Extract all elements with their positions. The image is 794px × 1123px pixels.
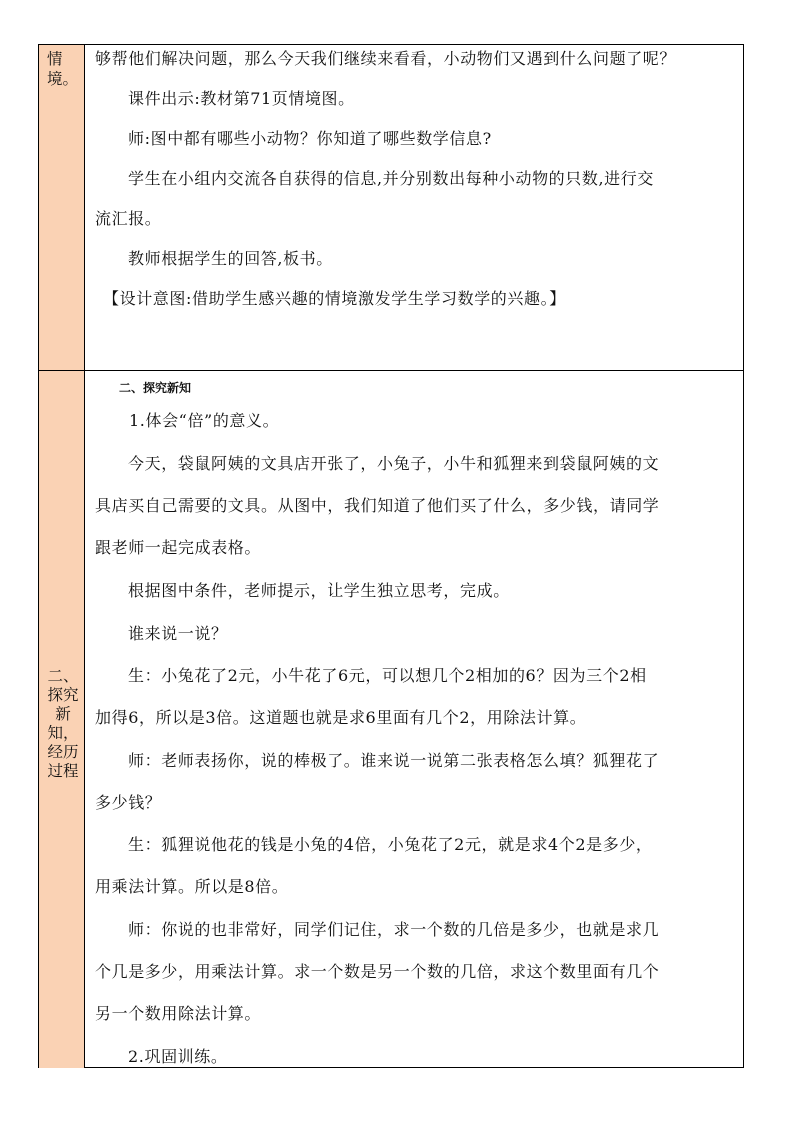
paragraph-line: 今天，袋鼠阿姨的文具店开张了，小兔子，小牛和狐狸来到袋鼠阿姨的文: [128, 454, 660, 473]
paragraph-line: 师:图中都有哪些小动物？你知道了哪些数学信息?: [128, 129, 492, 148]
paragraph-line: 生：狐狸说他花的钱是小兔的4倍，小兔花了2元，就是求4个2是多少，: [128, 835, 653, 854]
paragraph-line: 多少钱？: [95, 793, 162, 812]
paragraph-line: 师：你说的也非常好，同学们记住，求一个数的几倍是多少，也就是求几: [128, 920, 660, 939]
paragraph-line: 师：老师表扬你，说的棒极了。谁来说一说第二张表格怎么填？狐狸花了: [128, 751, 660, 770]
paragraph-line: 个几是多少，用乘法计算。求一个数是另一个数的几倍，求这个数里面有几个: [95, 962, 660, 981]
paragraph-line: 具店买自己需要的文具。从图中，我们知道了他们买了什么，多少钱，请同学: [95, 496, 660, 515]
paragraph-line: 2.巩固训练。: [128, 1047, 228, 1066]
design-intent-line: 【设计意图:借助学生感兴趣的情境激发学生学习数学的兴趣。】: [103, 289, 566, 308]
table-row-situation: [39, 45, 743, 371]
paragraph-line: 谁来说一说？: [128, 624, 228, 643]
paragraph-line: 加得6，所以是3倍。这道题也就是求6里面有几个2，用除法计算。: [95, 708, 587, 727]
paragraph-line: 课件出示:教材第71页情境图。: [128, 89, 355, 108]
stage-label-cell: [39, 45, 85, 370]
lesson-plan-table: [38, 44, 744, 1068]
paragraph-line: 教师根据学生的回答,板书。: [128, 249, 333, 268]
paragraph-line: 另一个数用除法计算。: [95, 1004, 262, 1023]
stage-label: 二、探究新知，经历过程: [47, 667, 79, 780]
stage-label-cell: [39, 371, 85, 1068]
paragraph-line: 根据图中条件，老师提示，让学生独立思考，完成。: [128, 581, 510, 600]
paragraph-line: 1.体会“倍”的意义。: [129, 411, 280, 430]
paragraph-line: 够帮他们解决问题，那么今天我们继续来看看，小动物们又遇到什么问题了呢？: [95, 49, 677, 68]
stage-label: 情境。: [47, 50, 79, 88]
table-row-explore: [39, 371, 743, 1068]
paragraph-line: 用乘法计算。所以是8倍。: [95, 877, 289, 896]
content-cell: [85, 45, 743, 370]
paragraph-line: 学生在小组内交流各自获得的信息,并分别数出每种小动物的只数,进行交: [128, 169, 654, 188]
paragraph-line: 流汇报。: [95, 209, 162, 228]
paragraph-line: 生：小兔花了2元，小牛花了6元，可以想几个2相加的6？因为三个2相: [128, 666, 647, 685]
content-cell: [85, 371, 743, 1068]
paragraph-line: 跟老师一起完成表格。: [95, 538, 262, 557]
section-heading: 二、探究新知: [119, 381, 192, 395]
